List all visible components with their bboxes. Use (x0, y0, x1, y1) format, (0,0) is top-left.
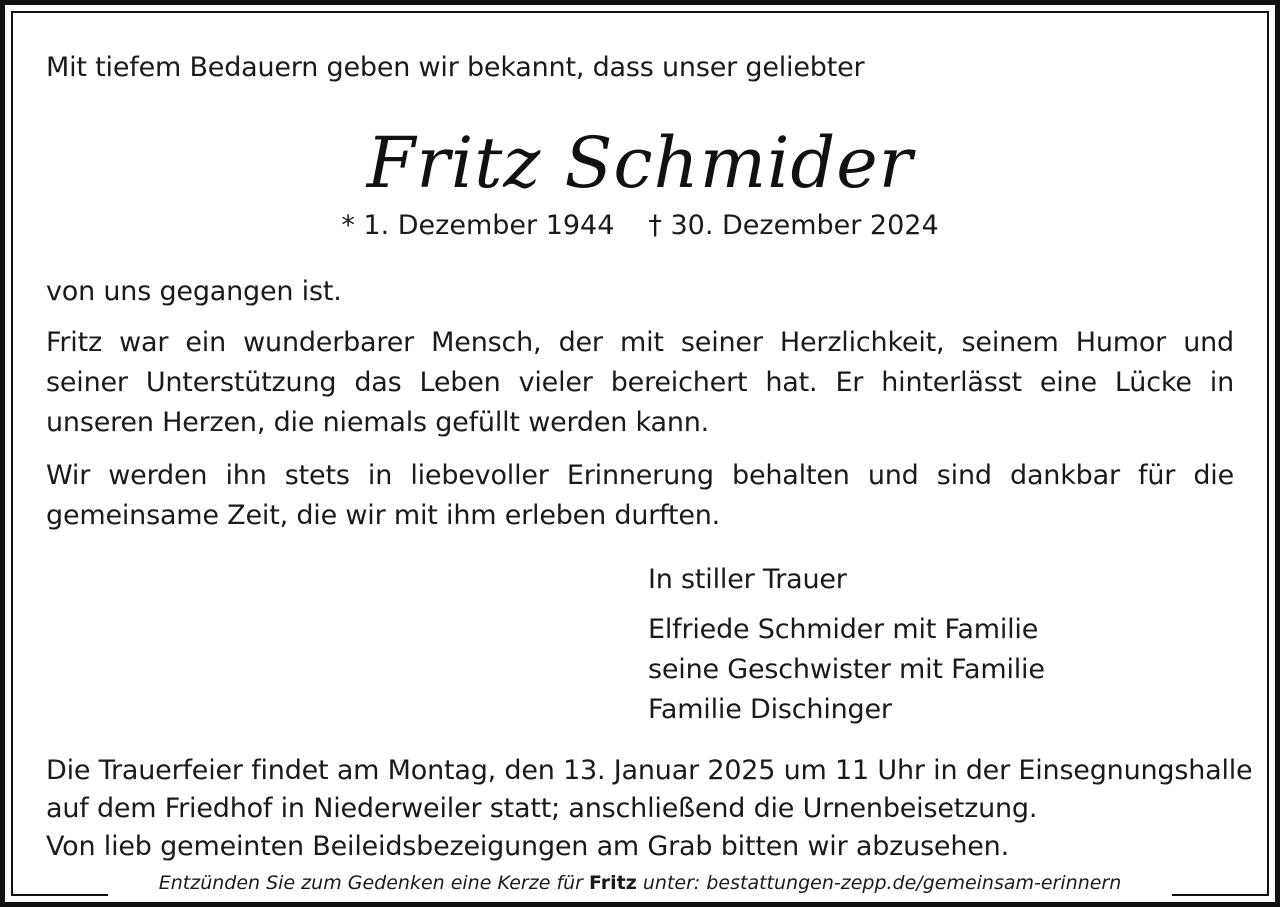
candle-note-name: Fritz (589, 872, 637, 894)
intro-text: Mit tiefem Bedauern geben wir bekannt, dass unser geliebter (46, 52, 865, 83)
family-line: Elfriede Schmider mit Familie (648, 614, 1039, 645)
service-info (46, 752, 1253, 866)
candle-note-text: Entzünden Sie zum Gedenken eine Kerze für (158, 872, 590, 894)
family-line: Familie Dischinger (648, 694, 892, 725)
deceased-name: Fritz Schmider (366, 122, 914, 204)
gone-text: von uns gegangen ist. (46, 276, 342, 307)
death-date: † 30. Dezember 2024 (648, 210, 939, 241)
paragraph-line: gemeinsame Zeit, die wir mit ihm erleben durften. (46, 500, 721, 531)
paragraph-line: Fritz war ein wunderbarer Mensch, der mit seiner Herzlichkeit, seinem Humor und (46, 327, 1234, 358)
life-dates (0, 206, 1280, 246)
paragraph-line: seiner Unterstützung das Leben vieler bereichert hat. Er hinterlässt eine Lücke in (46, 367, 1234, 398)
candle-note (0, 868, 1280, 898)
paragraph-memory (46, 456, 1234, 536)
candle-note-link[interactable]: unter: bestattungen-zepp.de/gemeinsam-erinnern (636, 872, 1122, 894)
service-line: Von lieb gemeinten Beileidsbezeigungen am Grab bitten wir abzusehen. (46, 831, 1009, 862)
paragraph-line: unseren Herzen, die niemals gefüllt werden kann. (46, 407, 710, 438)
service-line: auf dem Friedhof in Niederweiler statt; anschließend die Urnenbeisetzung. (46, 793, 1038, 824)
paragraph-tribute (46, 323, 1234, 443)
service-line: Die Trauerfeier findet am Montag, den 13. Januar 2025 um 11 Uhr in der Einsegnungshalle (46, 755, 1253, 786)
family-line: seine Geschwister mit Familie (648, 654, 1045, 685)
mourning-heading: In stiller Trauer (648, 564, 847, 595)
family-list (648, 610, 1045, 730)
birth-date: * 1. Dezember 1944 (341, 210, 615, 241)
paragraph-line: Wir werden ihn stets in liebevoller Erinnerung behalten und sind dankbar für die (46, 460, 1234, 491)
